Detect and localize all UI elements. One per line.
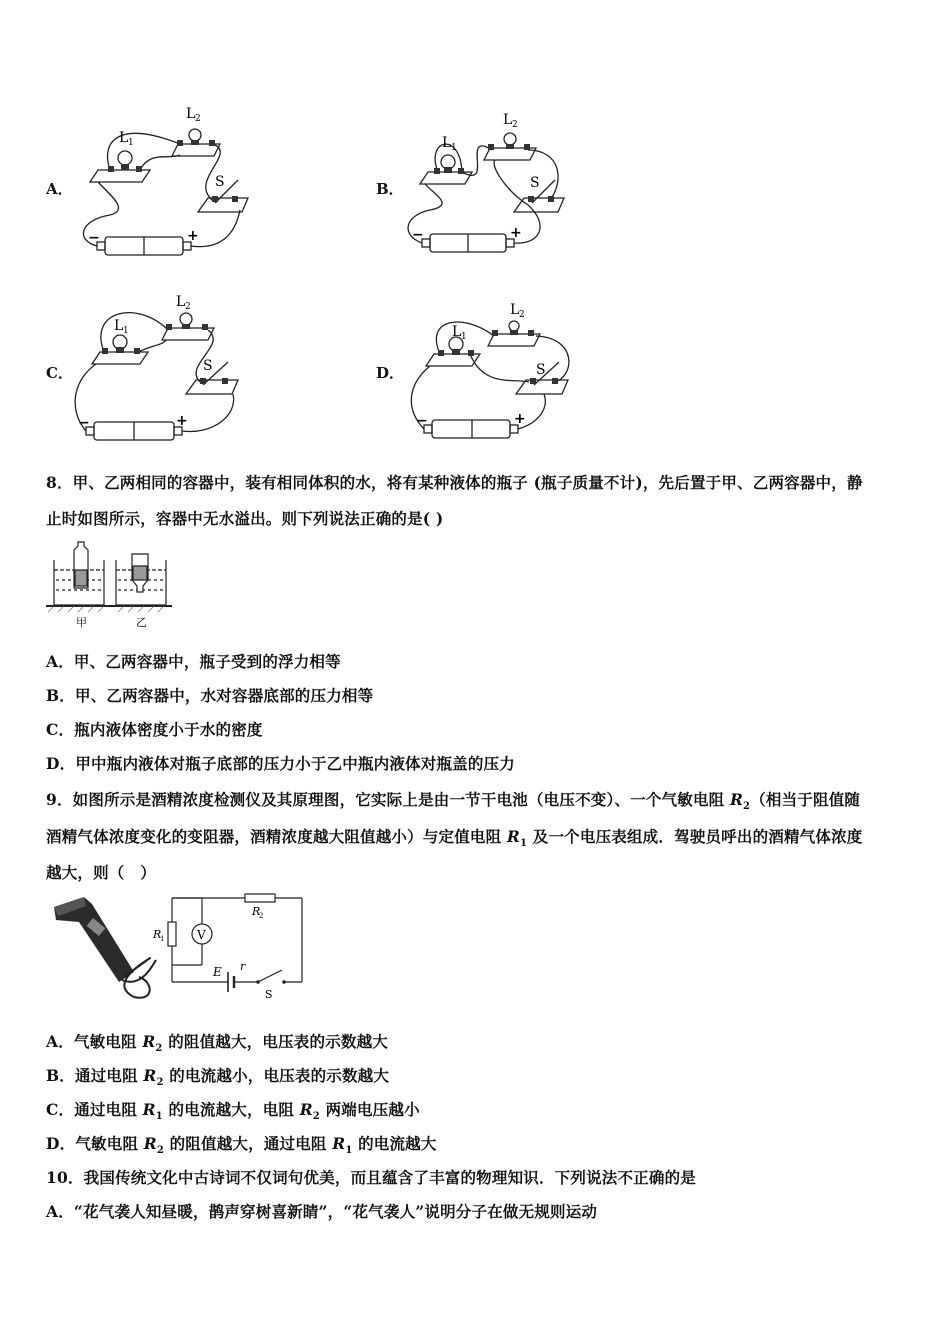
q9-option-d: D．气敏电阻 $R_2$ 的阻值越大，通过电阻 $R_1$ 的电流越大 bbox=[46, 1134, 437, 1157]
minus-label: − bbox=[88, 230, 100, 246]
label-jia: 甲 bbox=[76, 616, 87, 629]
voltmeter-label: V bbox=[197, 928, 206, 942]
q8-stem-line-1: 8．甲、乙两相同的容器中，装有相同体积的水，将有某种液体的瓶子 (瓶子质量不计)，先后置于甲、乙两容器中，静 bbox=[46, 473, 863, 492]
l1-label: L bbox=[442, 135, 452, 151]
plus-label: + bbox=[510, 225, 522, 241]
plus-label: + bbox=[514, 411, 526, 427]
l1-label: L bbox=[119, 130, 129, 146]
q9-stem-line-3: 越大，则（ ） bbox=[46, 863, 156, 882]
switch-label: S bbox=[215, 174, 225, 190]
circuit-figure-d bbox=[404, 298, 584, 448]
q10-stem: 10．我国传统文化中古诗词不仅词句优美，而且蕴含了丰富的物理知识．下列说法不正确的是 bbox=[46, 1168, 696, 1187]
svg-text:1: 1 bbox=[128, 138, 134, 148]
svg-text:1: 1 bbox=[123, 326, 129, 336]
svg-text:1: 1 bbox=[160, 935, 165, 943]
minus-label: − bbox=[412, 227, 424, 243]
r2-label: R bbox=[252, 905, 261, 918]
l2-label: L bbox=[503, 112, 513, 128]
option-b-label: B． bbox=[376, 180, 404, 198]
svg-text:2: 2 bbox=[185, 302, 191, 312]
q8-option-c: C．瓶内液体密度小于水的密度 bbox=[46, 720, 263, 739]
switch-label: S bbox=[265, 988, 273, 1000]
q10-option-a: A．“花气袭人知昼暖，鹊声穿树喜新睛”，“花气袭人”说明分子在做无规则运动 bbox=[46, 1202, 598, 1221]
q9-option-c: C．通过电阻 $R_1$ 的电流越大，电阻 $R_2$ 两端电压越小 bbox=[46, 1100, 420, 1123]
breathalyzer-device-image bbox=[44, 892, 164, 1002]
l2-label: L bbox=[510, 302, 520, 318]
q9-circuit-schematic bbox=[150, 890, 310, 1000]
internal-resistance-label: r bbox=[240, 960, 246, 973]
svg-text:2: 2 bbox=[259, 912, 264, 920]
emf-label: E bbox=[213, 965, 222, 979]
svg-text:2: 2 bbox=[512, 120, 518, 130]
l1-label: L bbox=[452, 324, 462, 340]
option-a-label: A． bbox=[46, 180, 73, 198]
l1-label: L bbox=[114, 318, 124, 334]
option-d-label: D． bbox=[376, 364, 405, 382]
label-yi: 乙 bbox=[136, 616, 147, 629]
svg-text:1: 1 bbox=[461, 332, 467, 342]
q9-stem-line-1: 9．如图所示是酒精浓度检测仪及其原理图，它实际上是由一节干电池（电压不变）、一个气敏电阻 $R_2$（相当于阻值随 bbox=[46, 790, 861, 813]
svg-text:2: 2 bbox=[195, 114, 201, 124]
r1-label: R bbox=[153, 928, 162, 941]
plus-label: + bbox=[187, 228, 199, 244]
q8-option-b: B．甲、乙两容器中，水对容器底部的压力相等 bbox=[46, 686, 374, 705]
q9-option-a: A．气敏电阻 $R_2$ 的阻值越大，电压表的示数越大 bbox=[46, 1032, 388, 1055]
switch-label: S bbox=[530, 175, 540, 191]
l2-label: L bbox=[186, 106, 196, 122]
q8-option-d: D．甲中瓶内液体对瓶子底部的压力小于乙中瓶内液体对瓶盖的压力 bbox=[46, 754, 515, 773]
l2-label: L bbox=[176, 294, 186, 310]
circuit-figure-c bbox=[68, 290, 258, 450]
option-c-label: C． bbox=[46, 364, 73, 382]
switch-label: S bbox=[536, 362, 546, 378]
switch-label: S bbox=[203, 358, 213, 374]
minus-label: − bbox=[416, 413, 428, 429]
svg-text:2: 2 bbox=[519, 310, 525, 320]
q8-stem-line-2: 止时如图所示，容器中无水溢出。则下列说法正确的是( ) bbox=[46, 509, 444, 528]
q8-option-a: A．甲、乙两容器中，瓶子受到的浮力相等 bbox=[46, 652, 341, 671]
circuit-figure-b bbox=[400, 110, 580, 265]
q9-stem-line-2: 酒精气体浓度变化的变阻器，酒精浓度越大阻值越小）与定值电阻 $R_1$ 及一个电压表组成．驾驶员呼出的酒精气体浓度 bbox=[46, 827, 863, 850]
svg-text:1: 1 bbox=[451, 143, 457, 153]
q8-container-figure bbox=[44, 540, 174, 630]
q9-option-b: B．通过电阻 $R_2$ 的电流越小，电压表的示数越大 bbox=[46, 1066, 390, 1089]
minus-label: − bbox=[78, 415, 90, 431]
plus-label: + bbox=[176, 413, 188, 429]
circuit-figure-a bbox=[70, 100, 260, 265]
